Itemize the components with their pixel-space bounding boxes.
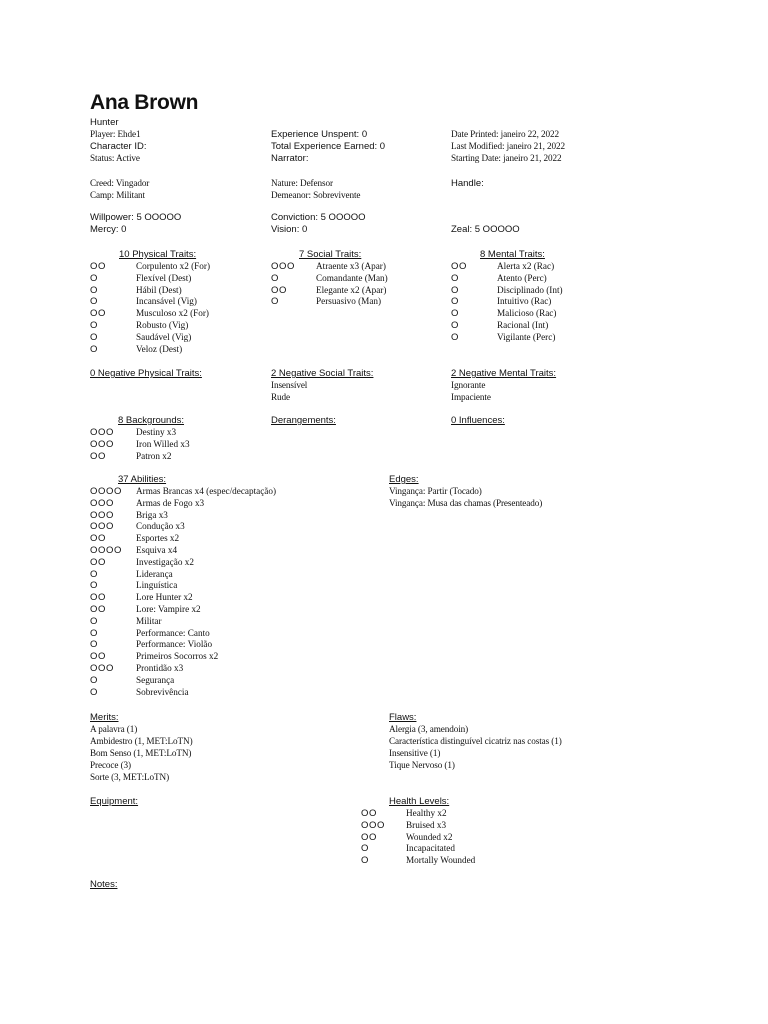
trait-dots: O xyxy=(90,639,98,651)
date-printed: Date Printed: janeiro 22, 2022 xyxy=(451,129,559,139)
trait-label: Comandante (Man) xyxy=(316,272,388,283)
merit-item: Precoce (3) xyxy=(90,760,131,770)
trait-dots: O xyxy=(451,284,459,296)
trait-label: Atento (Perc) xyxy=(497,272,547,283)
negative-social-item: Rude xyxy=(271,392,290,402)
narrator: Narrator: xyxy=(271,153,309,164)
character-id: Character ID: xyxy=(90,141,147,152)
trait-dots: O xyxy=(451,272,459,284)
trait-label: Persuasivo (Man) xyxy=(316,296,382,307)
negative-mental-item: Ignorante xyxy=(451,380,486,390)
zeal: Zeal: 5 OOOOO xyxy=(451,224,520,235)
trait-label: Vigilante (Perc) xyxy=(497,331,556,342)
player-text: Player: Ehde1 xyxy=(90,129,141,139)
trait-dots: OO xyxy=(90,556,106,568)
starting-date: Starting Date: janeiro 21, 2022 xyxy=(451,153,562,163)
merit-item: Bom Senso (1, MET:LoTN) xyxy=(90,748,192,758)
trait-dots: OO xyxy=(361,808,377,819)
trait-dots: OOO xyxy=(90,497,114,509)
flaw-item: Alergia (3, amendoin) xyxy=(389,724,469,734)
trait-label: Segurança xyxy=(136,674,175,685)
trait-label: Elegante x2 (Apar) xyxy=(316,284,387,295)
trait-label: Lore Hunter x2 xyxy=(136,592,193,603)
handle: Handle: xyxy=(451,178,484,189)
trait-label: Flexível (Dest) xyxy=(136,272,192,283)
trait-dots: OO xyxy=(451,261,467,272)
trait-label: Alerta x2 (Rac) xyxy=(497,261,555,271)
trait-dots: OOO xyxy=(90,521,114,533)
notes-heading: Notes: xyxy=(90,879,118,890)
trait-dots: OO xyxy=(271,284,287,296)
merits-heading: Merits: xyxy=(90,712,119,723)
trait-label: Esquiva x4 xyxy=(136,545,178,555)
experience-earned: Total Experience Earned: 0 xyxy=(271,141,386,152)
trait-label: Intuitivo (Rac) xyxy=(497,296,552,307)
trait-dots: O xyxy=(451,331,459,343)
flaws-heading: Flaws: xyxy=(389,712,417,723)
trait-label: Mortally Wounded xyxy=(406,855,476,866)
trait-label: Armas de Fogo x3 xyxy=(136,497,205,508)
trait-label: Destiny x3 xyxy=(136,427,177,437)
trait-dots: O xyxy=(90,343,98,355)
trait-dots: OO xyxy=(90,533,106,545)
trait-label: Bruised x3 xyxy=(406,819,447,830)
trait-dots: O xyxy=(90,686,98,698)
status-text: Status: Active xyxy=(90,153,140,163)
trait-label: Condução x3 xyxy=(136,521,185,532)
trait-dots: O xyxy=(361,855,369,867)
trait-dots: O xyxy=(90,580,98,592)
merit-item: Ambidestro (1, MET:LoTN) xyxy=(90,736,193,746)
trait-dots: OO xyxy=(90,604,106,615)
camp: Camp: Militant xyxy=(90,190,145,200)
trait-dots: O xyxy=(271,296,279,308)
trait-label: Disciplinado (Int) xyxy=(497,284,563,295)
merit-item: Sorte (3, MET:LoTN) xyxy=(90,772,170,782)
trait-label: Prontidão x3 xyxy=(136,663,184,673)
trait-label: Incansável (Vig) xyxy=(136,296,197,307)
trait-dots: OOO xyxy=(90,427,114,438)
player xyxy=(90,129,141,141)
flaw-item: Tique Nervoso (1) xyxy=(389,760,455,770)
derangements-heading: Derangements: xyxy=(271,415,336,426)
trait-label: Linguística xyxy=(136,580,178,591)
physical-traits-heading: 10 Physical Traits: xyxy=(119,249,197,260)
mental-traits-heading: 8 Mental Traits: xyxy=(480,249,545,260)
influences-heading: 0 Influences: xyxy=(451,415,505,426)
trait-dots: OO xyxy=(361,831,377,843)
trait-dots: O xyxy=(90,331,98,343)
trait-label: Malicioso (Rac) xyxy=(497,308,557,319)
creed: Creed: Vingador xyxy=(90,178,150,188)
trait-dots: O xyxy=(90,568,98,580)
trait-dots: O xyxy=(361,843,369,855)
trait-label: Liderança xyxy=(136,568,173,579)
trait-label: Lore: Vampire x2 xyxy=(136,604,201,614)
trait-dots: O xyxy=(271,272,279,284)
trait-label: Patron x2 xyxy=(136,450,172,461)
abilities-heading: 37 Abilities: xyxy=(118,474,167,485)
negative-physical-heading: 0 Negative Physical Traits: xyxy=(90,368,202,379)
trait-label: Hábil (Dest) xyxy=(136,284,182,295)
trait-label: Performance: Canto xyxy=(136,627,210,638)
negative-mental-heading: 2 Negative Mental Traits: xyxy=(451,368,557,379)
negative-social-item: Insensível xyxy=(271,380,308,390)
trait-label: Corpulento x2 (For) xyxy=(136,261,211,271)
trait-label: Esportes x2 xyxy=(136,533,180,544)
trait-label: Musculoso x2 (For) xyxy=(136,308,209,319)
character-name: Ana Brown xyxy=(90,91,199,114)
negative-mental-item: Impaciente xyxy=(451,392,491,402)
trait-dots: OOO xyxy=(90,438,114,450)
trait-dots: O xyxy=(90,674,98,686)
trait-label: Racional (Int) xyxy=(497,320,549,330)
social-traits-heading: 7 Social Traits: xyxy=(299,249,362,260)
backgrounds-heading: 8 Backgrounds: xyxy=(118,415,185,426)
status xyxy=(90,153,140,165)
equipment-heading: Equipment: xyxy=(90,796,139,807)
trait-label: Healthy x2 xyxy=(406,808,447,818)
experience-unspent: Experience Unspent: 0 xyxy=(271,129,368,140)
trait-dots: OOOO xyxy=(90,486,122,497)
health-levels-heading: Health Levels: xyxy=(389,796,450,807)
trait-label: Incapacitated xyxy=(406,843,455,854)
trait-dots: O xyxy=(451,296,459,308)
demeanor: Demeanor: Sobrevivente xyxy=(271,190,361,200)
trait-label: Briga x3 xyxy=(136,509,168,520)
trait-dots: OOO xyxy=(90,509,114,521)
trait-label: Militar xyxy=(136,615,162,626)
trait-dots: OOOO xyxy=(90,545,122,556)
willpower: Willpower: 5 OOOOO xyxy=(90,212,182,223)
last-modified: Last Modified: janeiro 21, 2022 xyxy=(451,141,566,151)
trait-dots: OO xyxy=(90,308,106,320)
trait-dots: OOO xyxy=(361,819,385,831)
flaw-item: Característica distinguível cicatriz nas costas (1) xyxy=(389,736,562,746)
conviction: Conviction: 5 OOOOO xyxy=(271,212,366,223)
trait-label: Armas Brancas x4 (espec/decaptação) xyxy=(136,486,277,496)
trait-label: Sobrevivência xyxy=(136,686,189,697)
trait-label: Performance: Violão xyxy=(136,639,213,650)
trait-dots: O xyxy=(451,320,459,331)
trait-dots: OOO xyxy=(271,261,295,272)
edge-item: Vingança: Musa das chamas (Presenteado) xyxy=(389,498,543,508)
edge-item: Vingança: Partir (Tocado) xyxy=(389,486,482,496)
trait-dots: O xyxy=(90,615,98,627)
trait-label: Saudável (Vig) xyxy=(136,331,192,342)
vision: Vision: 0 xyxy=(271,224,308,235)
trait-dots: OO xyxy=(90,261,106,272)
flaw-item: Insensitive (1) xyxy=(389,748,441,758)
trait-dots: OOO xyxy=(90,663,114,674)
trait-label: Wounded x2 xyxy=(406,831,453,842)
trait-label: Veloz (Dest) xyxy=(136,343,183,354)
trait-dots: O xyxy=(90,296,98,308)
nature: Nature: Defensor xyxy=(271,178,333,188)
trait-label: Iron Willed x3 xyxy=(136,438,190,449)
trait-label: Robusto (Vig) xyxy=(136,320,189,330)
trait-dots: OO xyxy=(90,592,106,604)
trait-dots: O xyxy=(90,627,98,639)
negative-social-heading: 2 Negative Social Traits: xyxy=(271,368,374,379)
merit-item: A palavra (1) xyxy=(90,724,138,734)
trait-dots: O xyxy=(451,308,459,320)
trait-dots: O xyxy=(90,284,98,296)
trait-dots: O xyxy=(90,272,98,284)
character-type: Hunter xyxy=(90,117,119,128)
trait-label: Investigação x2 xyxy=(136,556,194,567)
trait-dots: O xyxy=(90,320,98,331)
trait-label: Atraente x3 (Apar) xyxy=(316,261,386,271)
trait-label: Primeiros Socorros x2 xyxy=(136,651,219,662)
mercy: Mercy: 0 xyxy=(90,224,127,235)
edges-heading: Edges: xyxy=(389,474,419,485)
trait-dots: OO xyxy=(90,651,106,663)
trait-dots: OO xyxy=(90,450,106,462)
